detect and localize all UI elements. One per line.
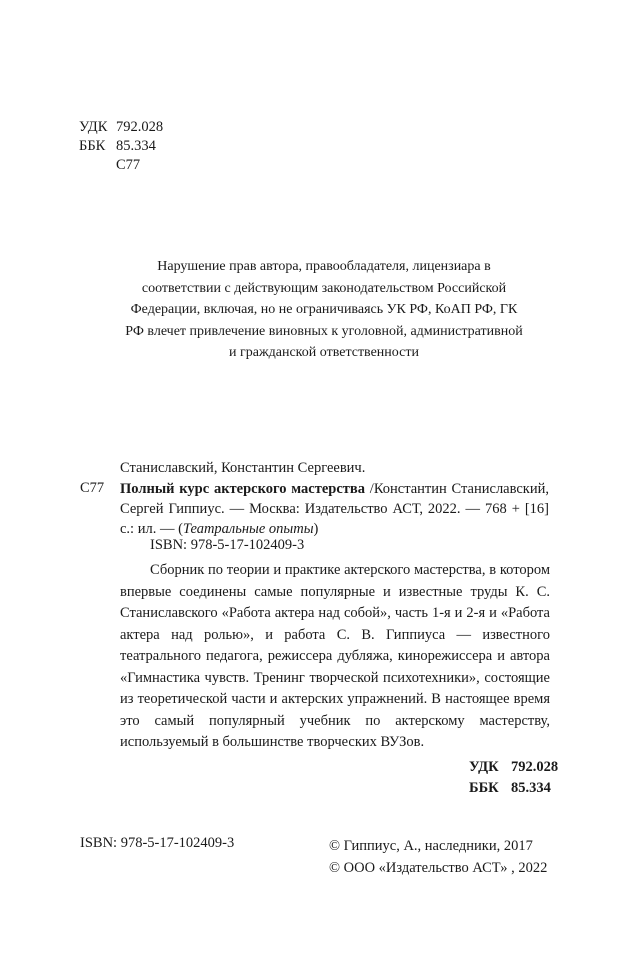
udk-value-bottom: 792.028 (511, 759, 559, 775)
responsibility-statement: /Константин Станиславский, Сергей Гиппиус. — Москва: Издательство АСТ, 2022. — 768 + [16] с.: ил. — ( (120, 481, 549, 537)
classification-top (79, 118, 163, 175)
annotation: Сборник по теории и практике актерского мастерства, в котором впервые соединены самые популярные и известные труды К. С. Станиславского «Работа актера над собой», часть 1-я и 2-я и «Работа актера над ролью», и работа С. В. Гиппиуса — известного театрального педагога, режиссера дубляжа, кинорежиссера и автора «Гимнастика чувств. Тренинг творческой психотехники», состоящие из теоретической части и актерских упражнений. В настоящее время это самый популярный учебник по актерскому мастерству, используемый в большинстве творческих ВУЗов. (120, 562, 550, 750)
series-close: ) (313, 521, 319, 537)
udk-row (79, 118, 163, 137)
classification-bottom (469, 757, 558, 799)
bbk-label: ББК (79, 138, 106, 154)
copyright-block (329, 835, 547, 879)
bbk-row (79, 137, 163, 156)
bbk-value: 85.334 (116, 138, 156, 154)
copyright-line-1: © Гиппиус, А., наследники, 2017 (329, 838, 533, 854)
author-mark-row (79, 156, 163, 175)
udk-label-bottom: УДК (469, 759, 499, 775)
bbk-row-bottom (469, 778, 558, 799)
footer-isbn: ISBN: 978-5-17-102409-3 (80, 835, 235, 851)
bbk-label-bottom: ББК (469, 780, 499, 796)
legal-notice: Нарушение прав автора, правообладателя, лицензиара в соответствии с действующим законодательством Российской Федерации, включая, но не ограничиваясь УК РФ, КоАП РФ, ГК РФ влечет привлечение виновных к уголовной, административной и гражданской ответственности (125, 259, 523, 360)
catalog-author-heading: Станиславский, Константин Сергеевич. (120, 460, 366, 476)
udk-label: УДК (79, 119, 108, 135)
author-mark: С77 (116, 157, 141, 173)
book-title: Полный курс актерского мастерства (120, 481, 366, 497)
series-title: Театральные опыты (182, 521, 314, 537)
copyright-line-2: © ООО «Издательство АСТ» , 2022 (329, 860, 548, 876)
udk-row-bottom (469, 757, 558, 778)
catalog-description (120, 479, 549, 539)
bbk-value-bottom: 85.334 (511, 780, 551, 796)
catalog-isbn: ISBN: 978-5-17-102409-3 (150, 537, 305, 553)
udk-value: 792.028 (116, 119, 164, 135)
catalog-author-mark: С77 (80, 480, 105, 496)
